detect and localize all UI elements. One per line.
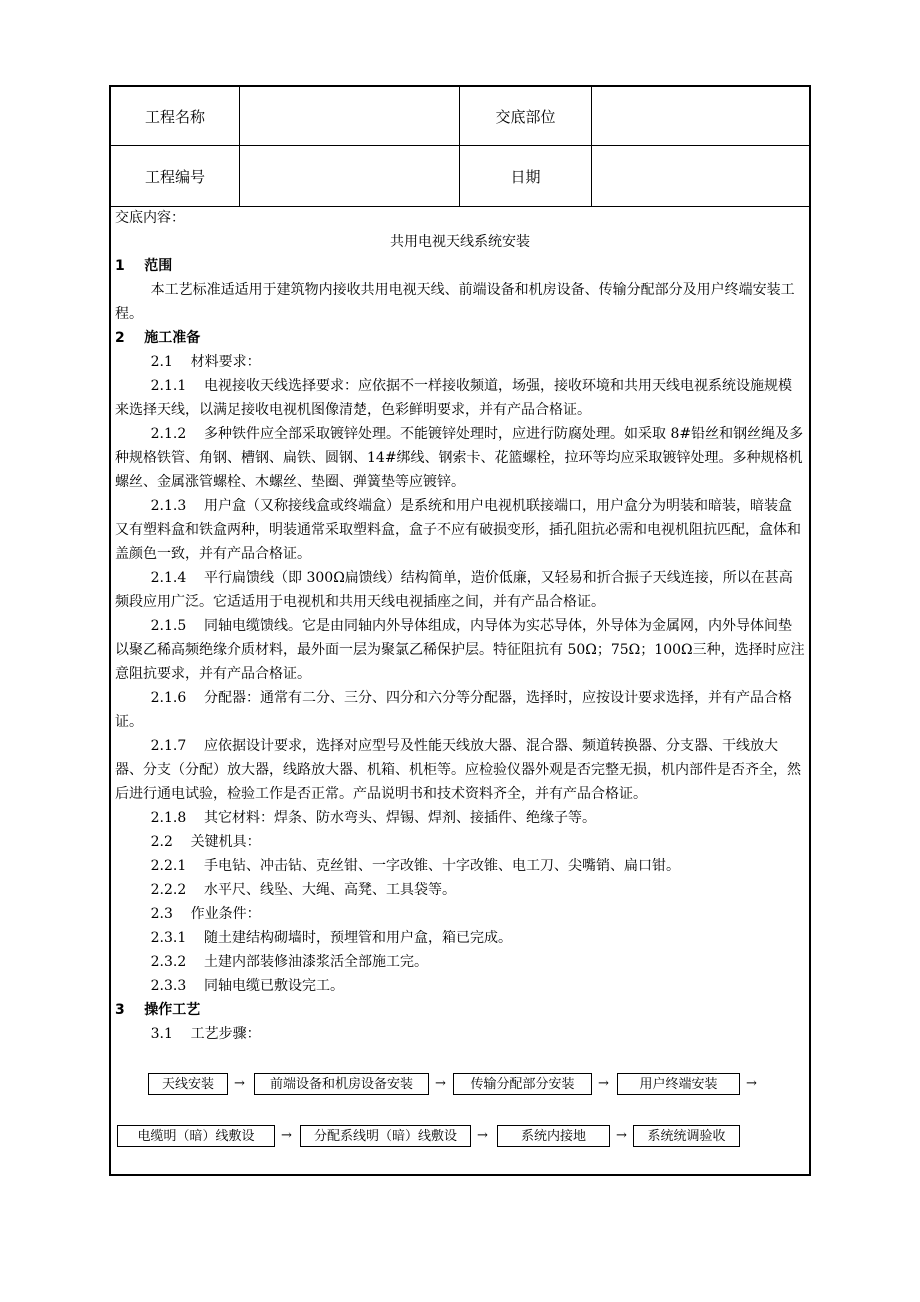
flow-arrow: → bbox=[234, 1076, 245, 1091]
content-paragraph: 本工艺标准适适用于建筑物内接收共用电视天线、前端设备和机房设备、传输分配部分及用户终端安装工程。 bbox=[115, 282, 795, 322]
content-paragraph: 2.3.1 随土建结构砌墙时，预埋管和用户盒，箱已完成。 bbox=[115, 930, 513, 946]
section-heading: 3 操作工艺 bbox=[115, 1002, 201, 1018]
flow-step-frontend-install: 前端设备和机房设备安装 bbox=[254, 1073, 429, 1095]
flow-arrow: → bbox=[435, 1076, 446, 1091]
document-title: 共用电视天线系统安装 bbox=[390, 234, 530, 250]
content-paragraph: 2.3 作业条件： bbox=[115, 906, 261, 922]
handover-part-value[interactable] bbox=[592, 87, 809, 145]
flow-arrow: → bbox=[477, 1128, 488, 1143]
flow-step-terminal-install: 用户终端安装 bbox=[617, 1073, 740, 1095]
flow-step-cable-laying: 电缆明（暗）线敷设 bbox=[117, 1125, 275, 1147]
project-no-label: 工程编号 bbox=[144, 167, 205, 186]
handover-part-label: 交底部位 bbox=[495, 107, 556, 126]
flow-step-antenna-install: 天线安装 bbox=[148, 1073, 228, 1095]
project-name-label: 工程名称 bbox=[144, 107, 205, 126]
flow-arrow: → bbox=[281, 1128, 292, 1143]
flow-arrow: → bbox=[598, 1076, 609, 1091]
flow-arrow: → bbox=[616, 1128, 627, 1143]
date-value[interactable] bbox=[592, 146, 809, 206]
content-paragraph: 2.1.3 用户盒（又称接线盒或终端盒）是系统和用户电视机联接端口，用户盒分为明装和暗装，暗装盒又有塑料盒和铁盒两种，明装通常采取塑料盒，盒子不应有破损变形，插孔阻抗必需和电视机阻抗匹配，盒体和盖颜色一致，并有产品合格证。 bbox=[115, 498, 801, 562]
content-paragraph: 2.1.2 多种铁件应全部采取镀锌处理。不能镀锌处理时，应进行防腐处理。如采取 8#铅丝和钢丝绳及多种规格铁管、角钢、槽钢、扁铁、圆钢、14#绑线、钢索卡、花篮螺栓，拉环等均应采取镀锌处理。多种规格机螺丝、金属涨管螺栓、木螺丝、垫圈、弹簧垫等应镀锌。 bbox=[115, 426, 804, 490]
content-paragraph: 2.1.4 平行扁馈线（即 300Ω扁馈线）结构简单，造价低廉，又轻易和折合振子天线连接，所以在甚高频段应用广泛。它适适用于电视机和共用天线电视插座之间，并有产品合格证。 bbox=[115, 570, 793, 610]
flow-step-distribution-laying: 分配系线明（暗）线敷设 bbox=[300, 1125, 471, 1147]
handover-content bbox=[115, 206, 805, 1046]
flow-arrow: → bbox=[746, 1076, 757, 1091]
content-paragraph: 2.1.7 应依据设计要求，选择对应型号及性能天线放大器、混合器、频道转换器、分支器、干线放大器、分支（分配）放大器，线路放大器、机箱、机柜等。应检验仪器外观是否完整无损，机内部件是否齐全，然后进行通电试验，检验工作是否正常。产品说明书和技术资料齐全，并有产品合格证。 bbox=[115, 738, 801, 802]
content-paragraph: 3.1 工艺步骤： bbox=[115, 1026, 261, 1042]
content-paragraph: 2.1.6 分配器：通常有二分、三分、四分和六分等分配器，选择时，应按设计要求选择，并有产品合格证。 bbox=[115, 690, 793, 730]
content-paragraph: 2.3.2 土建内部装修油漆浆活全部施工完。 bbox=[115, 954, 429, 970]
content-body bbox=[115, 254, 805, 1046]
project-name-value[interactable] bbox=[240, 87, 459, 145]
content-paragraph: 2.1.1 电视接收天线选择要求：应依据不一样接收频道，场强，接收环境和共用天线电视系统设施规模来选择天线，以满足接收电视机图像清楚，色彩鲜明要求，并有产品合格证。 bbox=[115, 378, 793, 418]
section-heading: 1 范围 bbox=[115, 258, 173, 274]
flow-step-system-debug: 系统统调验收 bbox=[633, 1125, 740, 1147]
date-label: 日期 bbox=[510, 167, 541, 186]
project-no-value[interactable] bbox=[240, 146, 459, 206]
content-paragraph: 2.2 关键机具： bbox=[115, 834, 261, 850]
content-paragraph: 2.1.8 其它材料：焊条、防水弯头、焊锡、焊剂、接插件、绝缘子等。 bbox=[115, 810, 597, 826]
flow-step-distribution-install: 传输分配部分安装 bbox=[453, 1073, 592, 1095]
content-paragraph: 2.2.1 手电钻、冲击钻、克丝钳、一字改锥、十字改锥、电工刀、尖嘴销、扁口钳。 bbox=[115, 858, 681, 874]
content-paragraph: 2.1 材料要求： bbox=[115, 354, 261, 370]
content-paragraph: 2.1.5 同轴电缆馈线。它是由同轴内外导体组成，内导体为实芯导体，外导体为金属网，内外导体间垫以聚乙稀高频绝缘介质材料，最外面一层为聚氯乙稀保护层。特征阻抗有 50Ω；75Ω；100Ω三种，选择时应注意阻抗要求，并有产品合格证。 bbox=[115, 618, 805, 682]
flow-step-grounding: 系统内接地 bbox=[497, 1125, 610, 1147]
content-paragraph: 2.3.3 同轴电缆已敷设完工。 bbox=[115, 978, 345, 994]
intro-label: 交底内容： bbox=[115, 210, 185, 226]
section-heading: 2 施工准备 bbox=[115, 330, 201, 346]
content-paragraph: 2.2.2 水平尺、线坠、大绳、高凳、工具袋等。 bbox=[115, 882, 457, 898]
